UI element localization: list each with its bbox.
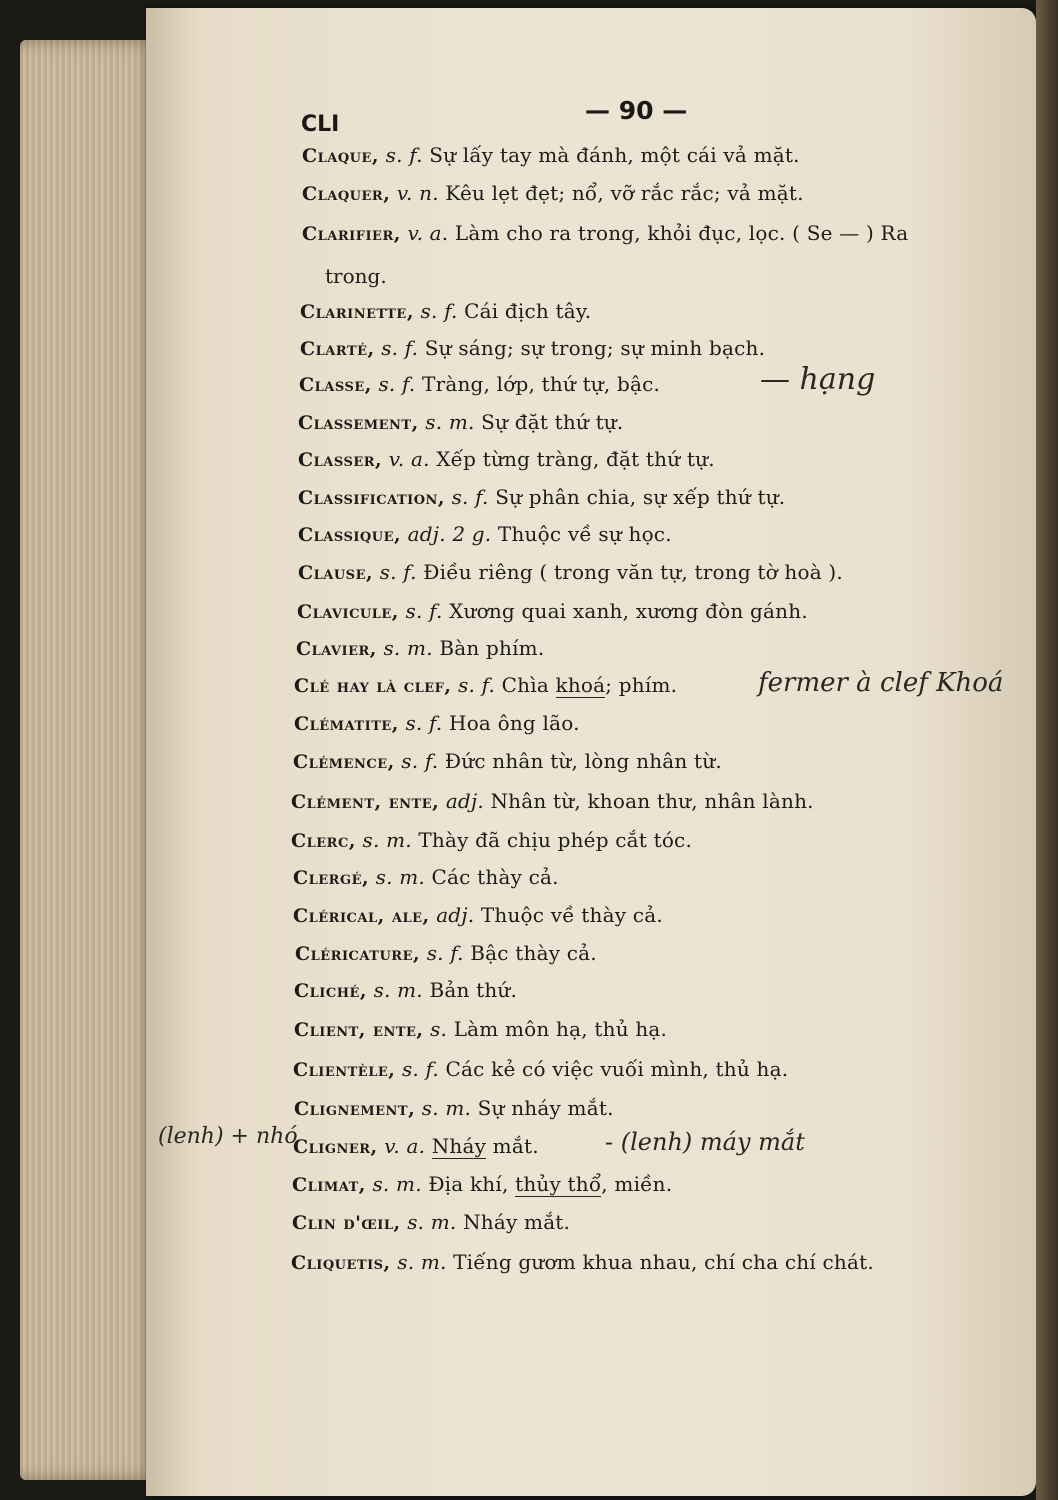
entry-row [302, 143, 800, 167]
entry-headword: Classification, [298, 487, 446, 509]
entry-grammar: s. f. [379, 560, 417, 584]
entry-headword: Clientèle, [293, 1059, 396, 1081]
entry-headword: Clergé, [293, 867, 370, 889]
entry-headword: Clé hay là clef, [294, 675, 452, 697]
entry-definition: Sự lấy tay mà đánh, một cái vả mặt. [429, 143, 800, 167]
entry-row [293, 1057, 788, 1081]
entry-grammar: s. f. [451, 485, 489, 509]
book-page-edges [20, 40, 160, 1480]
entry-grammar: s. f. [405, 711, 443, 735]
entry-headword: Clémence, [293, 751, 395, 773]
entry-definition: Xếp từng tràng, đặt thứ tự. [436, 447, 715, 471]
entry-row [298, 522, 672, 546]
underlined-word: Nháy [431, 1134, 487, 1158]
entry-definition: Hoa ông lão. [449, 711, 580, 735]
entry-grammar: s. m. [362, 828, 412, 852]
entry-grammar: s. m. [397, 1250, 447, 1274]
entry-headword: Clause, [298, 562, 374, 584]
entry-grammar: s. m. [421, 1096, 472, 1120]
entry-headword: Clarinette, [300, 301, 414, 323]
entry-grammar: s. m. [375, 865, 425, 889]
entry-grammar: s. f. [405, 599, 443, 623]
entry-grammar: s. [430, 1017, 448, 1041]
entry-row [295, 941, 597, 965]
entry-grammar: s. f. [385, 143, 423, 167]
entry-definition: Tiếng gươm khua nhau, chí cha chí chát. [453, 1250, 874, 1274]
entry-grammar: s. f. [458, 673, 496, 697]
entry-row [299, 372, 660, 396]
entry-row [302, 181, 804, 205]
handwritten-note-cligner: - (lenh) máy mắt [605, 1128, 805, 1156]
entry-row [291, 789, 814, 813]
entry-definition: Sự nháy mắt. [477, 1096, 614, 1120]
entry-definition: Nháy mắt. [431, 1134, 539, 1158]
entry-definition: Điều riêng ( trong văn tự, trong tờ hoà ). [423, 560, 843, 584]
entry-headword: Clerc, [291, 830, 356, 852]
entry-grammar: s. m. [373, 978, 423, 1002]
entry-row [300, 336, 765, 360]
entry-headword: Climat, [292, 1174, 366, 1196]
entry-grammar: v. a. [388, 447, 430, 471]
entry-definition: Đức nhân từ, lòng nhân từ. [444, 749, 722, 773]
entry-grammar: s. f. [381, 336, 419, 360]
entry-grammar: s. f. [401, 749, 439, 773]
entry-definition: Chìa khoá; phím. [501, 673, 678, 697]
entry-grammar: s. f. [420, 299, 458, 323]
entry-headword: Clérical, ale, [293, 905, 430, 927]
entry-grammar: s. m. [372, 1172, 422, 1196]
entry-row [293, 749, 722, 773]
entry-row [294, 978, 517, 1002]
entry-headword: Classique, [298, 524, 402, 546]
entry-headword: Cliché, [294, 980, 367, 1002]
entry-row [291, 1250, 874, 1274]
underlined-word: thủy thổ [515, 1172, 602, 1196]
entry-row [298, 410, 623, 434]
entry-grammar: s. f. [378, 372, 416, 396]
entry-headword: Clément, ente, [291, 791, 440, 813]
entry-definition: Xương quai xanh, xương đòn gánh. [449, 599, 808, 623]
entry-definition: Bản thứ. [429, 978, 518, 1002]
entry-definition: Địa khí, thủy thổ, miền. [428, 1172, 673, 1196]
entry-headword: Clavicule, [297, 601, 399, 623]
entry-definition: Thày đã chịu phép cắt tóc. [418, 828, 693, 852]
page-number: — 90 — [585, 96, 688, 125]
entry-headword: Clarté, [300, 338, 375, 360]
entry-definition: Sự sáng; sự trong; sự minh bạch. [424, 336, 766, 360]
entry-grammar: v. n. [396, 181, 439, 205]
handwritten-note-classe: — hạng [760, 362, 876, 397]
entry-headword: Claquer, [302, 183, 391, 205]
entry-definition: Thuộc về thày cả. [480, 903, 663, 927]
entry-row [292, 1172, 672, 1196]
entry-grammar: adj. [445, 789, 484, 813]
entry-definition: Làm môn hạ, thủ hạ. [453, 1017, 668, 1041]
entry-headword: Classe, [299, 374, 372, 396]
entry-row [294, 1096, 614, 1120]
binding-strip [1036, 0, 1058, 1500]
entry-definition: Nhân từ, khoan thư, nhân lành. [490, 789, 814, 813]
entry-definition: Sự đặt thứ tự. [481, 410, 624, 434]
entry-grammar: v. a. [384, 1134, 426, 1158]
entry-headword: Client, ente, [294, 1019, 424, 1041]
entry-headword: Claque, [302, 145, 380, 167]
entry-row [300, 299, 591, 323]
entry-headword: Clavier, [296, 638, 377, 660]
entry-headword: Clarifier, [302, 223, 401, 245]
entry-definition: Kêu lẹt đẹt; nổ, vỡ rắc rắc; vả mặt. [445, 181, 804, 205]
entry-row [296, 636, 544, 660]
entry-row [294, 711, 580, 735]
entry-definition: Các thày cả. [431, 865, 559, 889]
entry-grammar: adj. [436, 903, 475, 927]
handwritten-note-cligner-margin: (lenh) + nhó [158, 1124, 298, 1149]
entry-headword: Classer, [298, 449, 383, 471]
entry-grammar: s. f. [426, 941, 464, 965]
entry-row [298, 560, 843, 584]
running-head: CLI [301, 112, 340, 137]
entry-grammar: s. f. [401, 1057, 439, 1081]
entry-row [291, 828, 692, 852]
entry-headword: Clignement, [294, 1098, 416, 1120]
continuation-line: trong. [325, 264, 387, 288]
entry-grammar: adj. 2 g. [407, 522, 492, 546]
entry-row [298, 447, 715, 471]
entry-definition: Làm cho ra trong, khỏi đục, lọc. ( Se — ) Ra [454, 221, 909, 245]
entry-headword: Cligner, [293, 1136, 378, 1158]
entry-row [293, 903, 663, 927]
entry-grammar: s. m. [407, 1210, 457, 1234]
entry-row [293, 1134, 539, 1158]
entry-grammar: s. m. [425, 410, 475, 434]
entry-definition: Cái địch tây. [464, 299, 592, 323]
entry-definition: Bậc thày cả. [470, 941, 597, 965]
entry-definition: Các kẻ có việc vuối mình, thủ hạ. [445, 1057, 789, 1081]
entry-grammar: s. m. [383, 636, 433, 660]
entry-headword: Classement, [298, 412, 419, 434]
entry-headword: Cliquetis, [291, 1252, 391, 1274]
entry-definition: Thuộc về sự học. [497, 522, 672, 546]
entry-definition: Bàn phím. [439, 636, 545, 660]
entry-definition: Tràng, lớp, thứ tự, bậc. [422, 372, 661, 396]
underlined-word: khoá [555, 673, 606, 697]
entry-row [294, 673, 677, 697]
entry-row [302, 221, 908, 245]
entry-row [294, 1017, 667, 1041]
entry-headword: Cléricature, [295, 943, 421, 965]
entry-row [293, 865, 559, 889]
entry-row [298, 485, 785, 509]
entry-row [297, 599, 808, 623]
entry-grammar: v. a. [407, 221, 449, 245]
entry-definition: Nháy mắt. [463, 1210, 571, 1234]
entry-headword: Clématite, [294, 713, 399, 735]
handwritten-note-cle: fermer à clef Khoá [758, 668, 1004, 698]
entry-row [292, 1210, 570, 1234]
entry-definition: Sự phân chia, sự xếp thứ tự. [495, 485, 786, 509]
entry-headword: Clin d'œil, [292, 1212, 401, 1234]
